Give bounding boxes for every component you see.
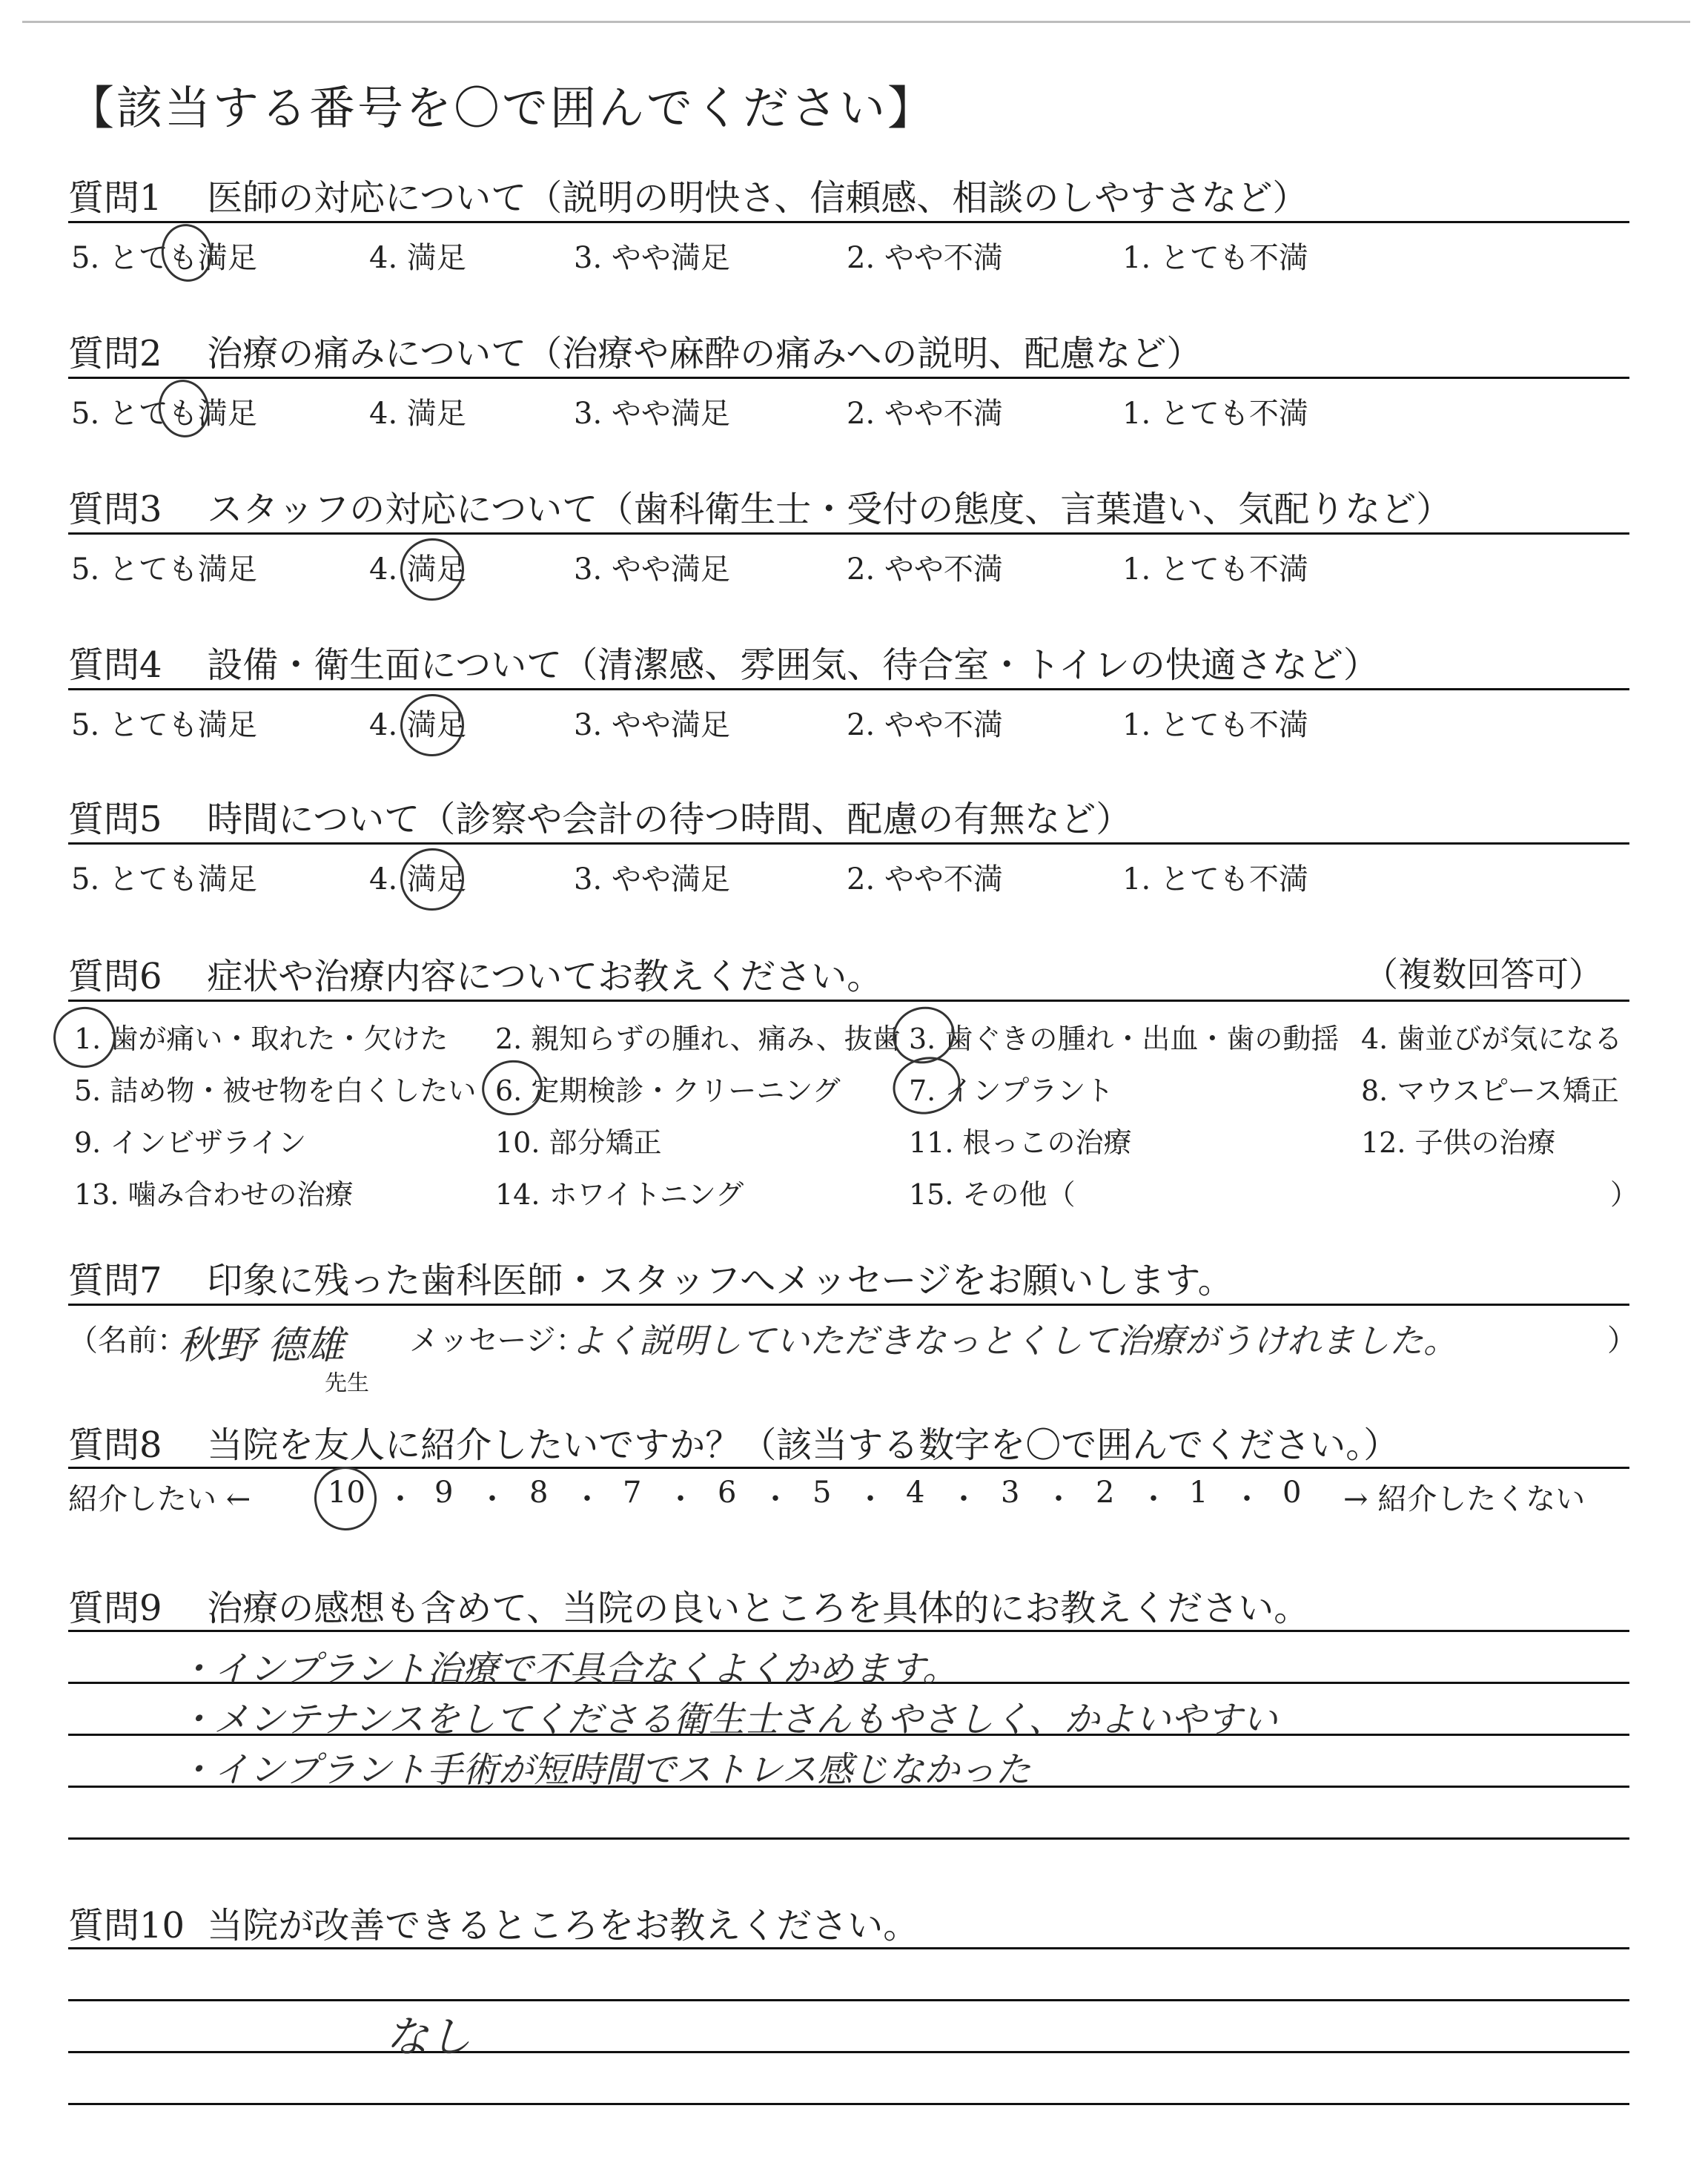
answer-circle bbox=[887, 1049, 967, 1121]
rating-option[interactable]: 2. やや不満 bbox=[847, 862, 1003, 896]
question-3-heading bbox=[68, 480, 1452, 532]
question-number: 質問8 bbox=[68, 1424, 162, 1466]
top-border bbox=[22, 21, 1690, 23]
option-item[interactable]: 13. 噛み合わせの治療 bbox=[74, 1178, 354, 1211]
scale-value[interactable]: 2 bbox=[1096, 1476, 1115, 1510]
message-label: メッセージ： bbox=[409, 1324, 586, 1358]
divider bbox=[68, 221, 1629, 223]
rating-option[interactable]: 1. とても不満 bbox=[1122, 862, 1308, 896]
writing-line bbox=[68, 1999, 1629, 2001]
rating-option[interactable]: 1. とても不満 bbox=[1122, 241, 1308, 275]
answer-circle bbox=[47, 1000, 122, 1075]
question-number: 質問2 bbox=[68, 333, 162, 374]
scale-value[interactable]: 0 bbox=[1282, 1476, 1302, 1510]
question-number: 質問10 bbox=[68, 1905, 185, 1946]
rating-option[interactable]: 5. とても満足 bbox=[71, 552, 257, 587]
rating-option[interactable]: 3. やや満足 bbox=[574, 397, 730, 431]
question-1-heading bbox=[68, 169, 1308, 220]
close-paren: ） bbox=[1607, 1324, 1637, 1358]
rating-option[interactable]: 3. やや満足 bbox=[574, 552, 730, 587]
question-text: 症状や治療内容についてお教えください。 bbox=[207, 956, 883, 997]
page-title: 【該当する番号を〇で囲んでください】 bbox=[68, 81, 936, 135]
option-item[interactable]: 7. インプラント bbox=[909, 1074, 1114, 1107]
rating-option[interactable]: 1. とても不満 bbox=[1122, 708, 1308, 742]
question-text: 当院を友人に紹介したいですか？（該当する数字を〇で囲んでください。） bbox=[207, 1424, 1400, 1466]
question-9-heading bbox=[68, 1579, 1309, 1631]
rating-option[interactable]: 1. とても不満 bbox=[1122, 397, 1308, 431]
scale-value[interactable]: 9 bbox=[434, 1476, 454, 1510]
option-item[interactable]: 11. 根っこの治療 bbox=[909, 1126, 1132, 1159]
scale-value[interactable]: 4 bbox=[906, 1476, 925, 1510]
divider bbox=[68, 1467, 1629, 1469]
option-item[interactable]: 9. インビザライン bbox=[74, 1126, 307, 1159]
scale-value[interactable]: 7 bbox=[623, 1476, 642, 1510]
rating-option[interactable]: 4. 満足 bbox=[369, 241, 466, 275]
rating-option[interactable]: 4. 満足 bbox=[369, 862, 466, 896]
rating-option[interactable]: 2. やや不満 bbox=[847, 397, 1003, 431]
divider bbox=[68, 377, 1629, 379]
option-item[interactable]: 14. ホワイトニング bbox=[495, 1178, 744, 1211]
scale-value[interactable]: 5 bbox=[812, 1476, 832, 1510]
handwritten-answer[interactable]: ・インプラント治療で不具合なくよくかめます。 bbox=[178, 1648, 959, 1690]
question-8-heading bbox=[68, 1416, 1399, 1467]
question-10-heading bbox=[68, 1897, 918, 1948]
answer-circle bbox=[394, 688, 470, 762]
name-suffix: 先生 bbox=[325, 1370, 369, 1396]
question-7-heading bbox=[68, 1252, 1234, 1303]
rating-option[interactable]: 1. とても不満 bbox=[1122, 552, 1308, 587]
rating-option[interactable]: 4. 満足 bbox=[369, 552, 466, 587]
handwritten-answer[interactable]: ・メンテナンスをしてくださる衛生士さんもやさしく、かよいやすい bbox=[178, 1699, 1278, 1740]
writing-line bbox=[68, 2103, 1629, 2105]
option-item[interactable]: 3. 歯ぐきの腫れ・出血・歯の動揺 bbox=[909, 1023, 1340, 1055]
name-label: （名前： bbox=[68, 1324, 187, 1358]
question-text: 印象に残った歯科医師・スタッフへメッセージをお願いします。 bbox=[207, 1260, 1234, 1301]
divider bbox=[68, 688, 1629, 690]
rating-option[interactable]: 5. とても満足 bbox=[71, 241, 257, 275]
question-number: 質問3 bbox=[68, 489, 162, 530]
handwritten-answer[interactable]: ・インプラント手術が短時間でストレス感じなかった bbox=[178, 1749, 1031, 1791]
rating-option[interactable]: 3. やや満足 bbox=[574, 241, 730, 275]
question-number: 質問1 bbox=[68, 177, 162, 219]
question-5-heading bbox=[68, 790, 1131, 842]
divider bbox=[68, 1000, 1629, 1002]
question-text: 治療の痛みについて（治療や麻酔の痛みへの説明、配慮など） bbox=[207, 333, 1202, 374]
option-item[interactable]: 12. 子供の治療 bbox=[1361, 1126, 1556, 1159]
question-number: 質問6 bbox=[68, 956, 162, 997]
scale-value[interactable]: 10 bbox=[328, 1476, 365, 1510]
rating-option[interactable]: 2. やや不満 bbox=[847, 552, 1003, 587]
answer-circle bbox=[394, 842, 470, 916]
scale-left-label: 紹介したい ← bbox=[68, 1482, 251, 1516]
writing-line bbox=[68, 1630, 1629, 1632]
question-number: 質問7 bbox=[68, 1260, 162, 1301]
option-item[interactable]: 8. マウスピース矯正 bbox=[1361, 1074, 1619, 1107]
writing-line bbox=[68, 2051, 1629, 2053]
question-2-heading bbox=[68, 325, 1202, 376]
answer-circle bbox=[477, 1054, 548, 1120]
scale-right-label: → 紹介したくない bbox=[1343, 1482, 1586, 1516]
question-text: 時間について（診察や会計の待つ時間、配慮の有無など） bbox=[207, 799, 1132, 840]
answer-circle bbox=[394, 532, 470, 607]
survey-page: 【該当する番号を〇で囲んでください】 質問1 医師の対応について（説明の明快さ、信頼感、相談のしやすさなど） 5. とても満足 4. 満足 3. やや満足 2. やや不満 1. とても不満 質問2 治療の痛みについて（治療や麻酔の痛みへの説明、配慮など） 5. とても満足 4. 満足 3. やや満足 2. やや不満 1. とても不満 質問3 スタッフの対応について（歯科衛生士・受付の態度、言葉遣い、気配りなど） 5. とても満足 4. 満足 3. やや満足 2. やや不満 1. とても不満 質問4 設備・衛生面について（清潔感、雰囲気、待合室・トイレの快適さなど） 5. とても満足 4. 満足 3. やや満足 2. やや不満 1. とても不満 質問5 時間について（診察や会計の待つ時間、配慮の有無など） 5. とても満足 4. 満足 3. やや満足 2. やや不満 1. とても不満 質問6 症状や治療内容についてお教えください。 （複数回答可） 1. 歯が痛い・取れた・欠けた 2. 親知らずの腫れ、痛み、抜歯 3. 歯ぐきの腫れ・出血・歯の動揺 4. 歯並びが気になる 5. 詰め物・被せ物を白くしたい 6. 定期検診・クリーニング 7. インプラント 8. マウスピース矯正 9. インビザライン 10. 部分矯正 11. 根っこの治療 12. 子供の治療 13. 噛み合わせの治療 14. ホワイトニング 15. その他（ ） 質問7 印象に残った歯科医師・スタッフへメッセージをお願いします。 （名前： 秋野 德雄 先生 メッセージ： よく説明していただきなっとくして治療がうけれました。 ） 質問8 当院を友人に紹介したいですか？（該当する数字を〇で囲んでください。） 紹介したい ← 10 ・ 9 ・ 8 ・ 7 ・ 6 ・ 5 ・ 4 ・ 3 ・ 2 ・ 1 ・ 0 → 紹介したくない 質問9 治療の感想も含めて、当院の良いところを具体的にお教えください。 ・インプラント治療で不具合なくよくかめます。 ・メンテナンスをしてくださる衛生士さんもやさしく、かよいやすい ・インプラント手術が短時間でストレス感じなかった 質問10 当院が改善できるところをお教えください。 なし bbox=[0, 0, 1708, 2160]
question-text: 設備・衛生面について（清潔感、雰囲気、待合室・トイレの快適さなど） bbox=[207, 644, 1379, 686]
question-number: 質問4 bbox=[68, 644, 162, 686]
divider bbox=[68, 532, 1629, 535]
question-text: 当院が改善できるところをお教えください。 bbox=[207, 1905, 919, 1946]
divider bbox=[68, 1304, 1629, 1306]
rating-option[interactable]: 5. とても満足 bbox=[71, 708, 257, 742]
rating-option[interactable]: 5. とても満足 bbox=[71, 862, 257, 896]
question-6-heading bbox=[68, 948, 882, 999]
multiple-answers-note: （複数回答可） bbox=[1364, 954, 1603, 994]
rating-option[interactable]: 4. 満足 bbox=[369, 708, 466, 742]
option-item[interactable]: 5. 詰め物・被せ物を白くしたい bbox=[74, 1074, 477, 1107]
option-item[interactable]: 1. 歯が痛い・取れた・欠けた bbox=[74, 1023, 448, 1055]
rating-option[interactable]: 3. やや満足 bbox=[574, 862, 730, 896]
rating-option[interactable]: 5. とても満足 bbox=[71, 397, 257, 431]
writing-line bbox=[68, 1947, 1629, 1949]
option-item[interactable]: 4. 歯並びが気になる bbox=[1361, 1023, 1623, 1055]
question-text: 医師の対応について（説明の明快さ、信頼感、相談のしやすさなど） bbox=[207, 177, 1308, 219]
answer-circle bbox=[309, 1462, 382, 1535]
option-item[interactable]: 2. 親知らずの腫れ、痛み、抜歯 bbox=[495, 1023, 901, 1055]
question-text: スタッフの対応について（歯科衛生士・受付の態度、言葉遣い、気配りなど） bbox=[207, 489, 1452, 530]
option-item[interactable]: 10. 部分矯正 bbox=[495, 1126, 662, 1159]
rating-option[interactable]: 4. 満足 bbox=[369, 397, 466, 431]
question-4-heading bbox=[68, 636, 1379, 687]
writing-line bbox=[68, 1837, 1629, 1840]
question-number: 質問9 bbox=[68, 1588, 162, 1629]
divider bbox=[68, 842, 1629, 845]
scale-value[interactable]: 6 bbox=[718, 1476, 737, 1510]
question-text: 治療の感想も含めて、当院の良いところを具体的にお教えください。 bbox=[207, 1588, 1310, 1629]
scale-value[interactable]: 1 bbox=[1189, 1476, 1208, 1510]
rating-option[interactable]: 2. やや不満 bbox=[847, 241, 1003, 275]
rating-option[interactable]: 2. やや不満 bbox=[847, 708, 1003, 742]
question-number: 質問5 bbox=[68, 799, 162, 840]
scale-value[interactable]: 8 bbox=[529, 1476, 549, 1510]
doctor-name-handwritten[interactable]: 秋野 德雄 bbox=[178, 1324, 345, 1368]
option-item[interactable]: 15. その他（ bbox=[909, 1178, 1076, 1211]
option-item[interactable]: 6. 定期検診・クリーニング bbox=[495, 1074, 841, 1107]
rating-option[interactable]: 3. やや満足 bbox=[574, 708, 730, 742]
message-handwritten[interactable]: よく説明していただきなっとくして治療がうけれました。 bbox=[571, 1321, 1457, 1361]
option-close-paren: ） bbox=[1610, 1178, 1639, 1211]
handwritten-answer[interactable]: なし bbox=[385, 2012, 472, 2062]
scale-value[interactable]: 3 bbox=[1001, 1476, 1020, 1510]
